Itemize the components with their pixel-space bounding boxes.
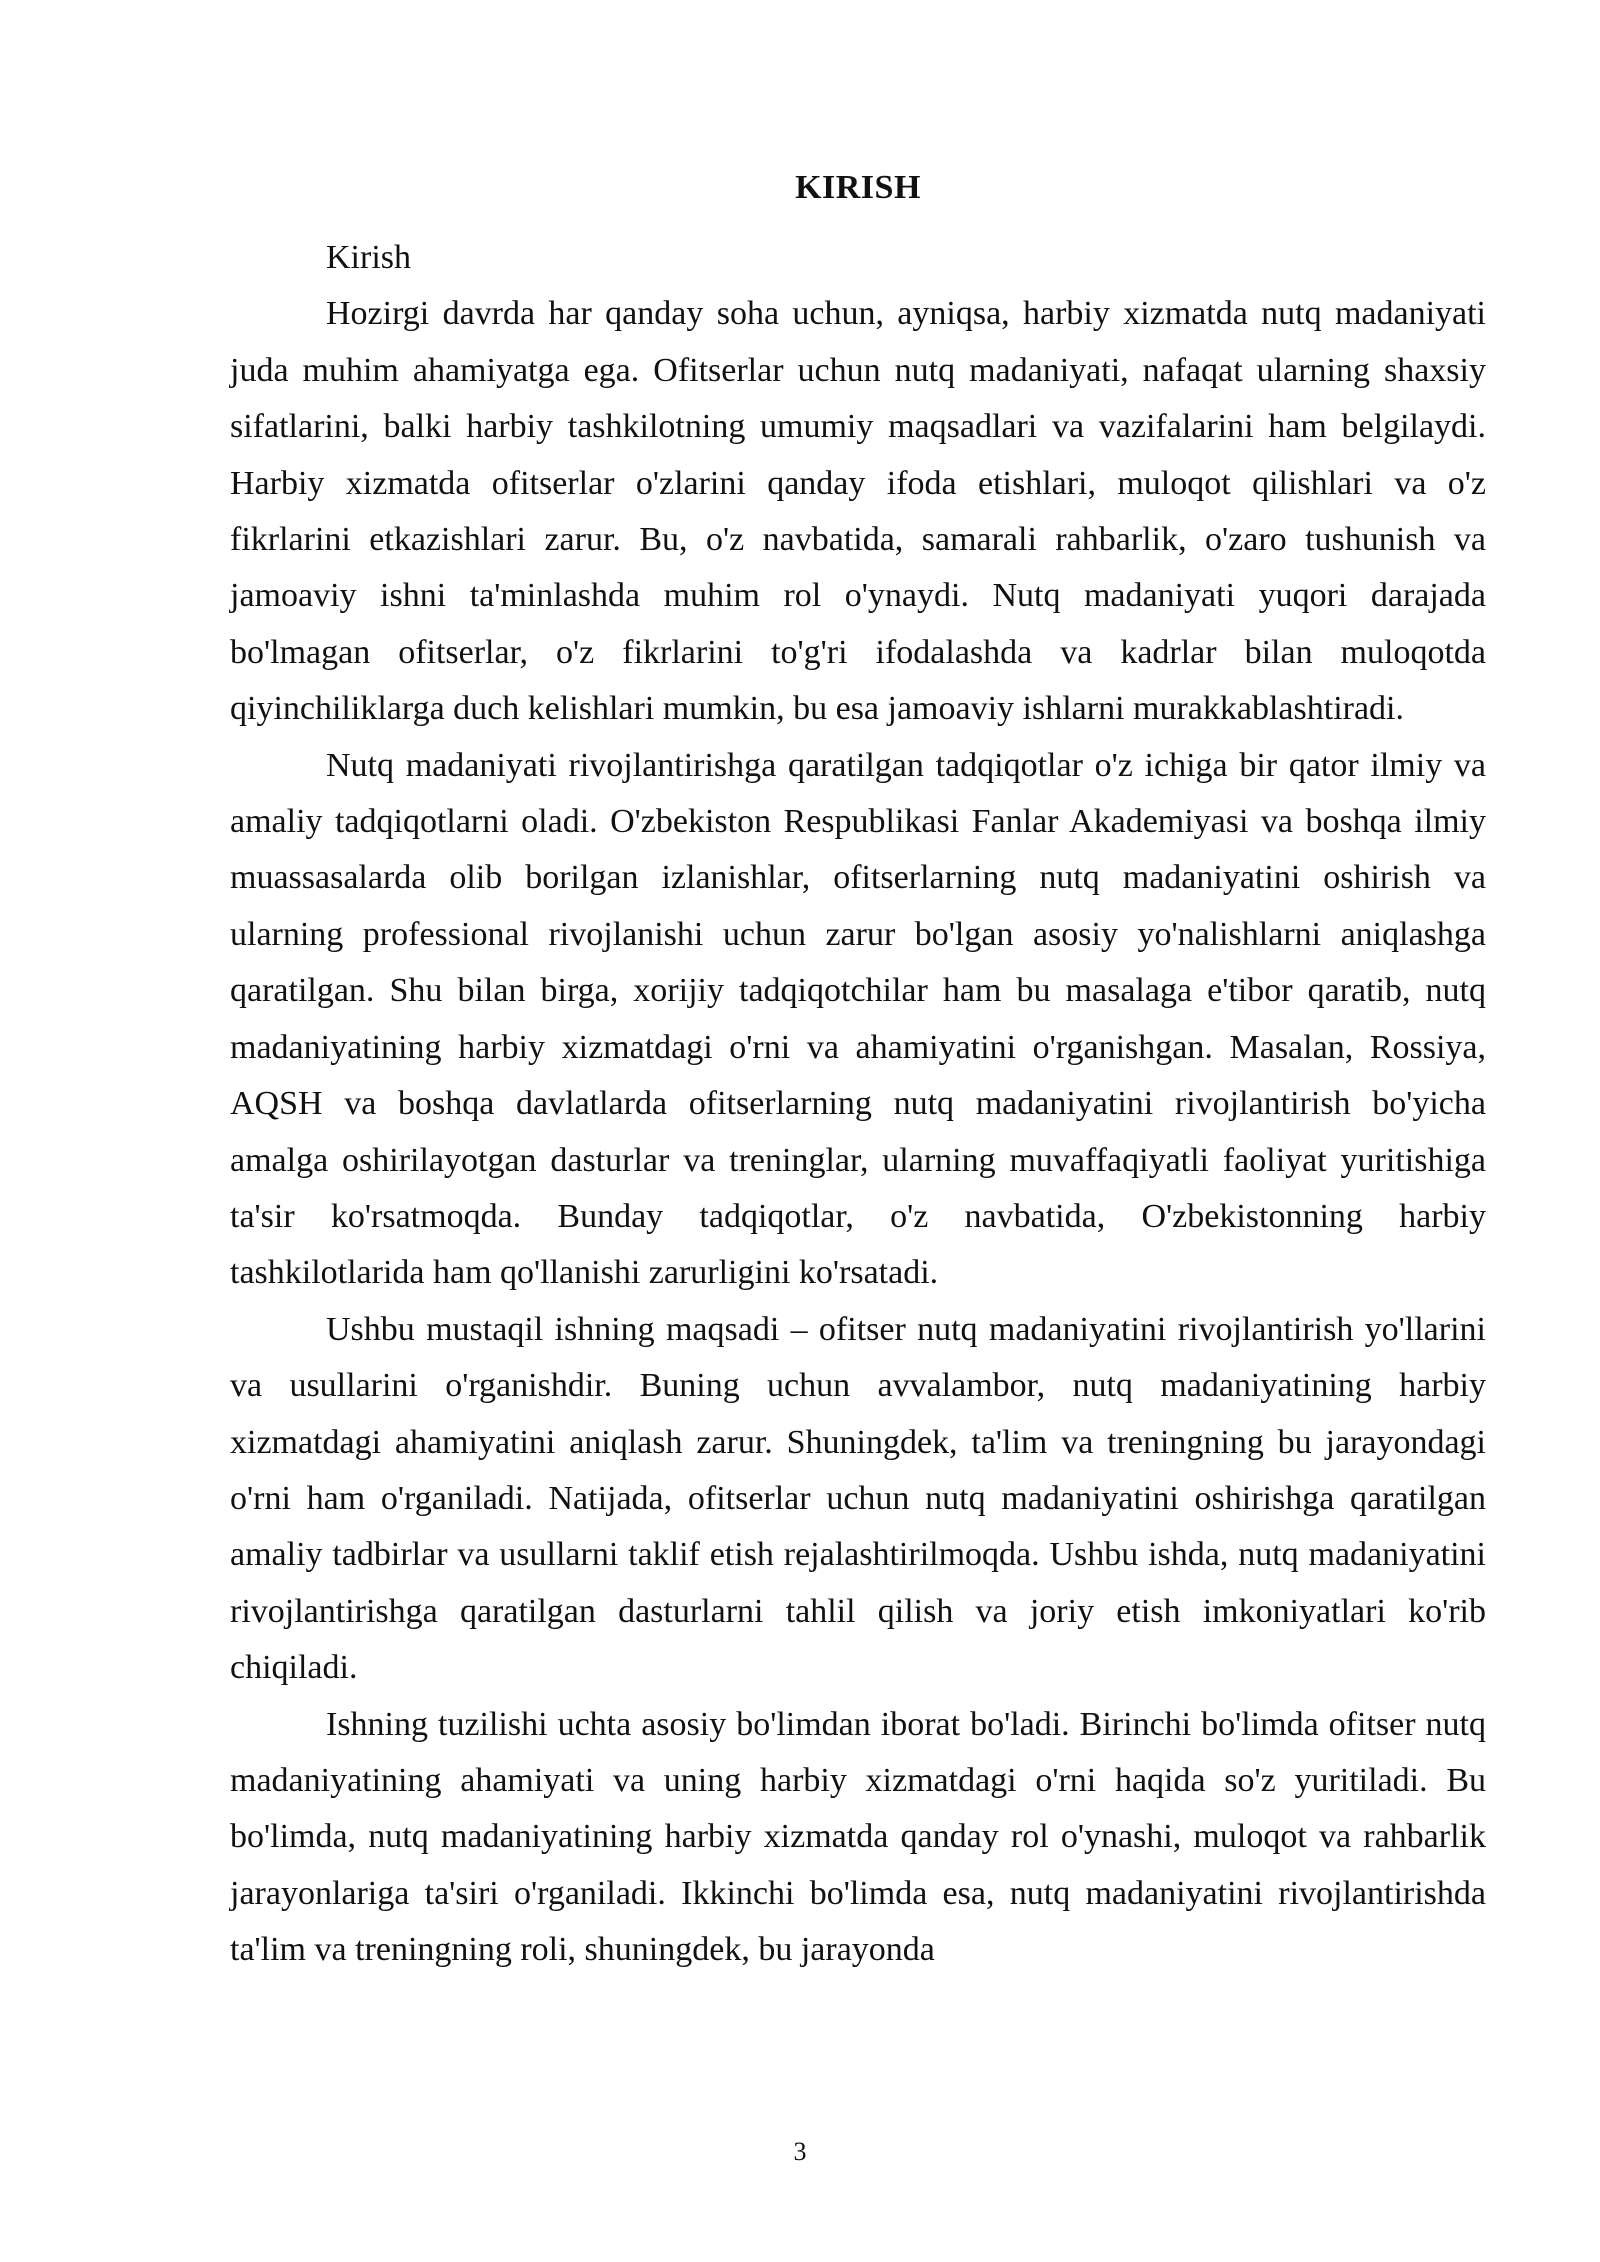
section-subheading: Kirish [326,239,411,276]
paragraph-2: Nutq madaniyati rivojlantirishga qaratilgan tadqiqotlar o'z ichiga bir qator ilmiy va amaliy tadqiqotlarni oladi. O'zbekiston Respublikasi Fanlar Akademiyasi va boshqa ilmiy muassasalarda olib borilgan izlanishlar, ofitserlarning nutq madaniyatini oshirish va ularning professional rivojlanishi uchun zarur bo'lgan asosiy yo'nalishlarni aniqlashga qaratilgan. Shu bilan birga, xorijiy tadqiqotchilar ham bu masalaga e'tibor qaratib, nutq madaniyatining harbiy xizmatdagi o'rni va ahamiyatini o'rganishgan. Masalan, Rossiya, AQSH va boshqa davlatlarda ofitserlarning nutq madaniyatini rivojlantirish bo'yicha amalga oshirilayotgan dasturlar va treninglar, ularning muvaffaqiyatli faoliyat yuritishiga ta'sir ko'rsatmoqda. Bunday tadqiqotlar, o'z navbatida, O'zbekistonning harbiy tashkilotlarida ham qo'llanishi zarurligini ko'rsatadi. [230,746,1486,1292]
paragraph-1: Hozirgi davrda har qanday soha uchun, ayniqsa, harbiy xizmatda nutq madaniyati juda muhim ahamiyatga ega. Ofitserlar uchun nutq madaniyati, nafaqat ularning shaxsiy sifatlarini, balki harbiy tashkilotning umumiy maqsadlari va vazifalarini ham belgilaydi. Harbiy xizmatda ofitserlar o'zlarini qanday ifoda etishlari, muloqot qilishlari va o'z fikrlarini etkazishlari zarur. Bu, o'z navbatida, samarali rahbarlik, o'zaro tushunish va jamoaviy ishni ta'minlashda muhim rol o'ynaydi. Nutq madaniyati yuqori darajada bo'lmagan ofitserlar, o'z fikrlarini to'g'ri ifodalashda va kadrlar bilan muloqotda qiyinchiliklarga duch kelishlari mumkin, bu esa jamoaviy ishlarni murakkablashtiradi. [230,295,1486,728]
paragraph-4: Ishning tuzilishi uchta asosiy bo'limdan iborat bo'ladi. Birinchi bo'limda ofitser nutq madaniyatining ahamiyati va uning harbiy xizmatdagi o'rni haqida so'z yuritiladi. Bu bo'limda, nutq madaniyatining harbiy xizmatda qanday rol o'ynashi, muloqot va rahbarlik jarayonlariga ta'siri o'rganiladi. Ikkinchi bo'limda esa, nutq madaniyatini rivojlantirishda ta'lim va treningning roli, shuningdek, bu jarayonda [230,1705,1486,1969]
page-number: 3 [793,2137,807,2166]
page-title: KIRISH [795,169,921,206]
page-content [230,160,1486,1979]
paragraph-3: Ushbu mustaqil ishning maqsadi – ofitser nutq madaniyatini rivojlantirish yo'llarini va usullarini o'rganishdir. Buning uchun avvalambor, nutq madaniyatining harbiy xizmatdagi ahamiyatini aniqlash zarur. Shuningdek, ta'lim va treningning bu jarayondagi o'rni ham o'rganiladi. Natijada, ofitserlar uchun nutq madaniyatini oshirishga qaratilgan amaliy tadbirlar va usullarni taklif etish rejalashtirilmoqda. Ushbu ishda, nutq madaniyatini rivojlantirishga qaratilgan dasturlarni tahlil qilish va joriy etish imkoniyatlari ko'rib chiqiladi. [230,1310,1486,1687]
